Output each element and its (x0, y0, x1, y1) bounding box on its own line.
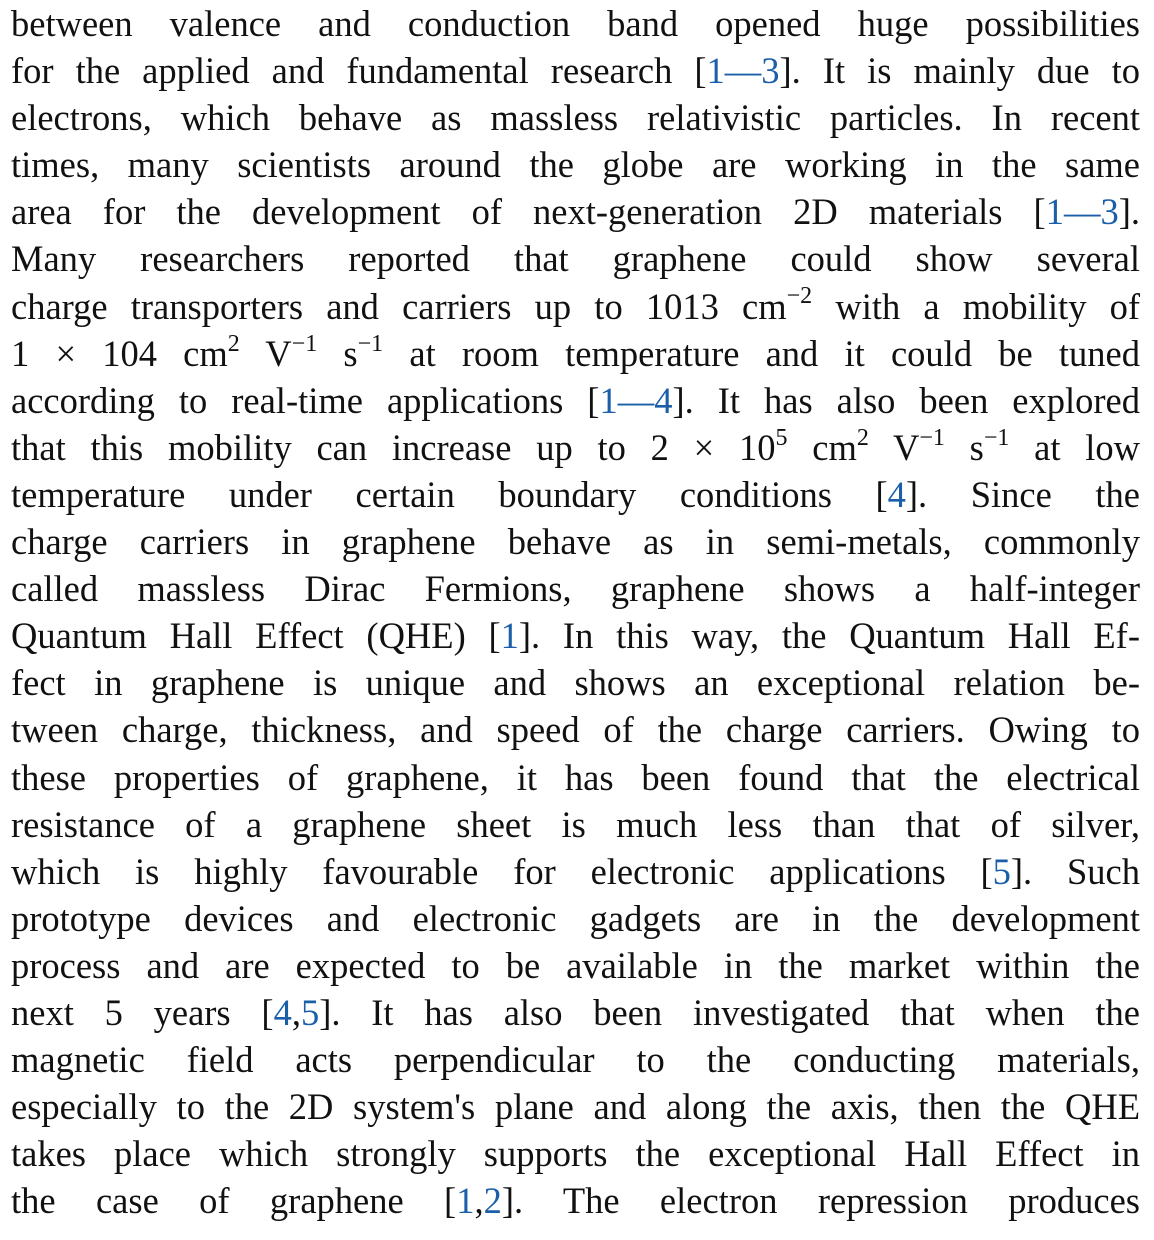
superscript: −1 (291, 330, 318, 357)
citation-link[interactable]: 4 (887, 473, 906, 515)
text-segment: V (868, 426, 920, 468)
citation-link[interactable]: 1—4 (599, 379, 673, 421)
text-segment: ]. Since the (905, 473, 1141, 515)
text-segment: at room temperature and it could be tuned (383, 332, 1140, 374)
text-segment: fect in graphene is unique and shows an exceptional relation be- (11, 662, 1140, 704)
citation-link[interactable]: 5 (992, 850, 1011, 892)
text-line (11, 801, 1140, 848)
text-line (11, 283, 1140, 330)
text-segment: times, many scientists around the globe are working in the same (11, 144, 1140, 186)
citation-link[interactable]: 1 (456, 1180, 475, 1222)
superscript: 2 (227, 330, 240, 357)
text-line (11, 1177, 1140, 1224)
text-segment: ]. It is mainly due to (779, 50, 1140, 92)
citation-link[interactable]: 1 (500, 615, 519, 657)
text-segment: 1 × 104 cm (11, 332, 228, 374)
text-line (11, 47, 1140, 94)
text-segment: resistance of a graphene sheet is much less than that of silver, (11, 803, 1140, 845)
text-segment: s (944, 426, 984, 468)
text-line (11, 754, 1140, 801)
text-segment: s (317, 332, 358, 374)
superscript: 5 (775, 424, 788, 451)
text-line (11, 0, 1140, 47)
text-segment: , (291, 991, 301, 1033)
text-line (11, 1036, 1140, 1083)
text-segment: Many researchers reported that graphene could show several (11, 238, 1140, 280)
text-line (11, 94, 1140, 141)
text-line (11, 471, 1140, 518)
text-segment: , (474, 1180, 484, 1222)
text-segment: tween charge, thickness, and speed of the charge carriers. Owing to (11, 709, 1140, 751)
citation-link[interactable]: 1—3 (706, 50, 780, 92)
text-segment: called massless Dirac Fermions, graphene shows a half-integer (11, 568, 1140, 610)
superscript: −1 (357, 330, 384, 357)
text-line (11, 895, 1140, 942)
text-line (11, 612, 1140, 659)
text-line (11, 1130, 1140, 1177)
text-line (11, 706, 1140, 753)
text-segment: temperature under certain boundary conditions [ (11, 473, 888, 515)
text-segment: ]. It has also been investigated that when the (319, 991, 1140, 1033)
text-segment: between valence and conduction band opened huge possibilities (11, 3, 1140, 44)
text-line (11, 565, 1140, 612)
article-body (11, 0, 1140, 1224)
text-segment: ]. Such (1010, 850, 1140, 892)
text-segment: ]. (1118, 191, 1140, 233)
text-segment: charge carriers in graphene behave as in semi-metals, commonly (11, 521, 1140, 563)
citation-link[interactable]: 2 (483, 1180, 502, 1222)
text-segment: area for the development of next-generation 2D materials [ (11, 191, 1046, 233)
text-line (11, 989, 1140, 1036)
text-segment: process and are expected to be available in the market within the (11, 944, 1140, 986)
superscript: −1 (983, 424, 1010, 451)
text-line (11, 188, 1140, 235)
text-segment: next 5 years [ (11, 991, 274, 1033)
text-segment: ]. In this way, the Quantum Hall Ef- (518, 615, 1140, 657)
text-segment: which is highly favourable for electronic applications [ (11, 850, 993, 892)
text-segment: that this mobility can increase up to 2 × 10 (11, 426, 776, 468)
text-line (11, 141, 1140, 188)
text-segment: Quantum Hall Effect (QHE) [ (11, 615, 501, 657)
text-line (11, 330, 1140, 377)
superscript: −1 (919, 424, 945, 451)
text-segment: charge transporters and carriers up to 1013 cm (11, 285, 787, 327)
superscript: 2 (856, 424, 869, 451)
text-line (11, 659, 1140, 706)
text-segment: takes place which strongly supports the exceptional Hall Effect in (11, 1133, 1140, 1175)
text-segment: at low (1009, 426, 1140, 468)
text-segment: especially to the 2D system's plane and along the axis, then the QHE (11, 1086, 1140, 1128)
text-line (11, 235, 1140, 282)
text-line (11, 518, 1140, 565)
text-segment: electrons, which behave as massless relativistic particles. In recent (11, 97, 1140, 139)
citation-link[interactable]: 5 (300, 991, 320, 1033)
text-segment: magnetic field acts perpendicular to the conducting materials, (11, 1039, 1140, 1081)
text-line (11, 377, 1140, 424)
body-paragraph (11, 0, 1140, 1224)
text-segment: these properties of graphene, it has been found that the electrical (11, 756, 1140, 798)
text-segment: ]. The electron repression produces (501, 1180, 1140, 1222)
text-segment: ]. It has also been explored (672, 379, 1140, 421)
text-line (11, 848, 1140, 895)
text-line (11, 1083, 1140, 1130)
text-segment: V (239, 332, 292, 374)
text-line (11, 424, 1140, 471)
text-segment: according to real-time applications [ (11, 379, 600, 421)
text-line (11, 942, 1140, 989)
text-segment: cm (787, 426, 857, 468)
text-segment: for the applied and fundamental research [ (11, 50, 707, 92)
text-segment: prototype devices and electronic gadgets are in the development (11, 897, 1140, 939)
text-segment: with a mobility of (812, 285, 1141, 327)
superscript: −2 (786, 283, 813, 310)
citation-link[interactable]: 1—3 (1045, 191, 1119, 233)
text-segment: the case of graphene [ (11, 1180, 457, 1222)
citation-link[interactable]: 4 (273, 991, 292, 1033)
